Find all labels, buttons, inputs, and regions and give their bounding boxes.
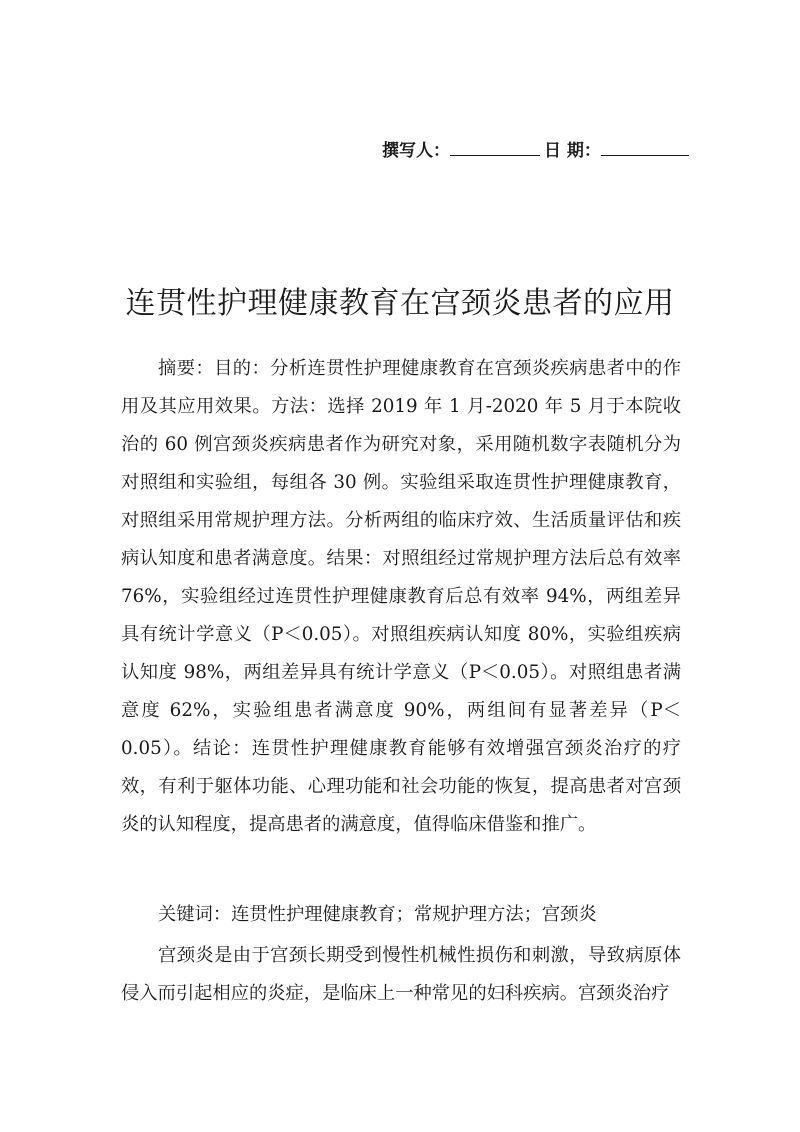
author-blank-field: [450, 138, 540, 156]
document-title: 连贯性护理健康教育在宫颈炎患者的应用: [125, 286, 675, 321]
abstract-paragraph: 摘要：目的：分析连贯性护理健康教育在宫颈炎疾病患者中的作用及其应用效果。方法：选择 2019 年 1 月-2020 年 5 月于本院收治的 60 例宫颈炎疾病患者作为研究对象，采用随机数字表随机分为对照组和实验组，每组各 30 例。实验组采取连贯性护理健康教育，对照组采用常规护理方法。分析两组的临床疗效、生活质量评估和疾病认知度和患者满意度。结果：对照组经过常规护理方法后总有效率 76%，实验组经过连贯性护理健康教育后总有效率 94%，两组差异具有统计学意义（P＜0.05）。对照组疾病认知度 80%，实验组疾病认知度 98%，两组差异具有统计学意义（P＜0.05）。对照组患者满意度 62%，实验组患者满意度 90%，两组间有显著差异（P＜0.05）。结论：连贯性护理健康教育能够有效增强宫颈炎治疗的疗效，有利于躯体功能、心理功能和社会功能的恢复，提高患者对宫颈炎的认知程度，提高患者的满意度，值得临床借鉴和推广。: [121, 358, 681, 835]
keywords-paragraph: 关键词：连贯性护理健康教育；常规护理方法；宫颈炎: [158, 904, 597, 925]
author-date-line: [382, 138, 689, 163]
author-label: 撰写人：: [382, 141, 450, 161]
body-paragraph: 宫颈炎是由于宫颈长期受到慢性机械性损伤和刺激，导致病原体侵入而引起相应的炎症，是临床上一种常见的妇科疾病。宫颈炎治疗: [121, 945, 681, 1004]
date-label: 日 期：: [544, 141, 601, 161]
date-blank-field: [601, 138, 689, 156]
